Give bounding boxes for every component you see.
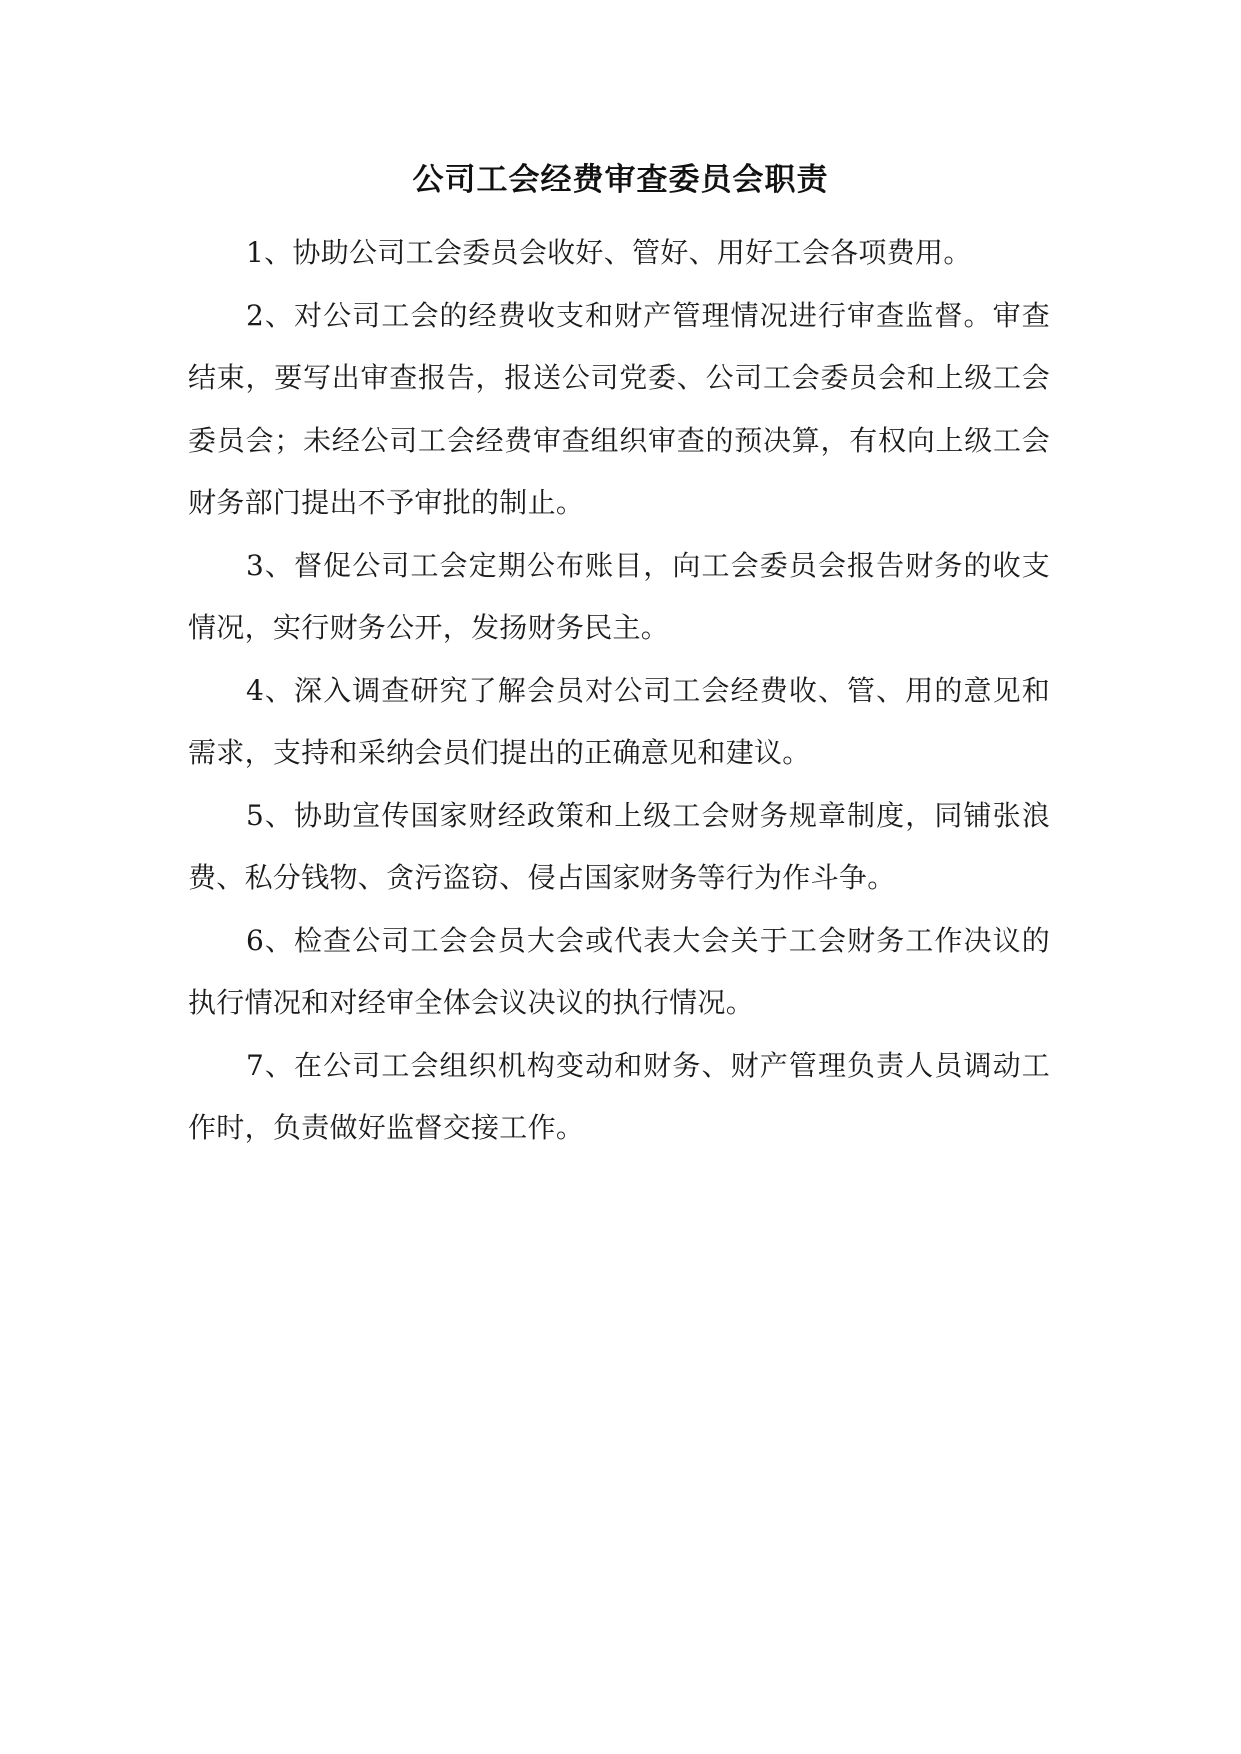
paragraph-7: 7、在公司工会组织机构变动和财务、财产管理负责人员调动工作时，负责做好监督交接工作。 (188, 1048, 1050, 1144)
paragraph-4: 4、深入调查研究了解会员对公司工会经费收、管、用的意见和需求，支持和采纳会员们提出的正确意见和建议。 (188, 673, 1050, 769)
paragraph-2: 2、对公司工会的经费收支和财产管理情况进行审查监督。审查结束，要写出审查报告，报送公司党委、公司工会委员会和上级工会委员会；未经公司工会经费审查组织审查的预决算，有权向上级工会财务部门提出不予审批的制止。 (188, 298, 1050, 519)
document-title: 公司工会经费审查委员会职责 (412, 162, 829, 198)
paragraph-5: 5、协助宣传国家财经政策和上级工会财务规章制度，同铺张浪费、私分钱物、贪污盗窃、侵占国家财务等行为作斗争。 (188, 798, 1050, 894)
document-body (188, 222, 1050, 1160)
paragraph-6: 6、检查公司工会会员大会或代表大会关于工会财务工作决议的执行情况和对经审全体会议决议的执行情况。 (188, 923, 1050, 1019)
paragraph-1: 1、协助公司工会委员会收好、管好、用好工会各项费用。 (246, 236, 972, 269)
paragraph-3: 3、督促公司工会定期公布账目，向工会委员会报告财务的收支情况，实行财务公开，发扬财务民主。 (188, 548, 1050, 644)
